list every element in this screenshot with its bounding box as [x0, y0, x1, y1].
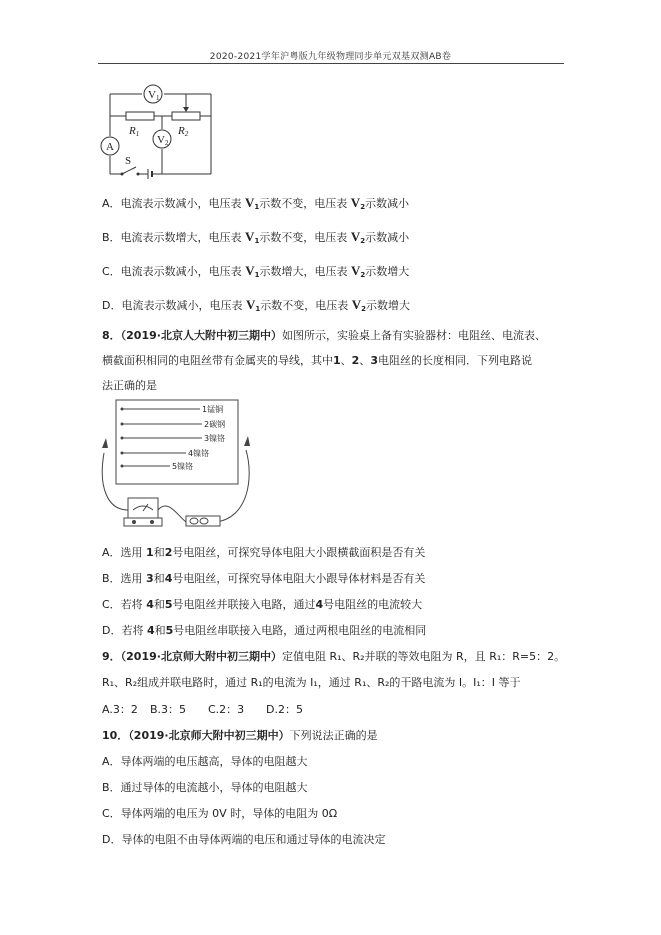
q8-option-d: D．若将 4和5号电阻丝串联接入电路，通过两根电阻丝的电流相同 [102, 624, 427, 637]
r1-label: R [129, 125, 136, 137]
q8-option-b: B．选用 3和4号电阻丝，可探究导体电阻大小跟导体材料是否有关 [102, 572, 426, 585]
q8-option-a: A．选用 1和2号电阻丝，可探究导体电阻大小跟横截面积是否有关 [102, 546, 426, 559]
r2-label: R [178, 125, 185, 137]
q10-option-b: B．通过导体的电流越小，导体的电阻越大 [102, 781, 308, 794]
q10-stem: 10．（2019·北京师大附中初三期中）下列说法正确的是 [102, 729, 378, 742]
wire-2-label: 2碳钢 [204, 420, 226, 429]
q7-option-c: C．电流表示数减小，电压表 V1示数增大，电压表 V2示数增大 [102, 263, 410, 279]
q8-stem-line1: 8．（2019·北京人大附中初三期中）如图所示，实验桌上备有实验器材：电阻丝、电流表、 [102, 329, 546, 342]
header-divider [98, 63, 564, 64]
r1-sub: 1 [135, 130, 140, 138]
q7-option-d: D．电流表示数减小，电压表 V1示数不变，电压表 V2示数增大 [102, 297, 410, 313]
ammeter-label: A [106, 141, 114, 153]
q10-option-c: C．导体两端的电压为 0V 时，导体的电阻为 0Ω [102, 807, 338, 820]
q7-option-b: B．电流表示数增大，电压表 V1示数不变，电压表 V2示数减小 [102, 229, 410, 245]
r2-sub: 2 [184, 130, 189, 138]
q9-option-d: D.2：5 [266, 703, 303, 716]
q8-stem-line2: 横截面积相同的电阻丝带有金属夹的导线，其中1、2、3电阻丝的长度相同．下列电路说 [102, 354, 532, 367]
circuit-diagram [98, 84, 218, 182]
v1-label: V [148, 89, 156, 101]
q10-option-a: A．导体两端的电压越高，导体的电阻越大 [102, 755, 308, 768]
svg-text:R1 [128, 125, 139, 138]
wire-5-label: 5镍铬 [172, 462, 194, 471]
v2-label: V [157, 134, 165, 146]
q8-option-c: C．若将 4和5号电阻丝并联接入电路，通过4号电阻丝的电流较大 [102, 598, 423, 611]
switch-label: S [125, 155, 132, 167]
wire-3-label: 3镍铬 [204, 434, 226, 443]
q10-option-d: D．导体的电阻不由导体两端的电压和通过导体的电流决定 [102, 833, 386, 846]
page-header: 2020-2021学年沪粤版九年级物理同步单元双基双测AB卷 [209, 52, 452, 62]
wire-1-label: 1锰铜 [202, 405, 224, 414]
q9-option-b: B.3：5 [150, 703, 187, 716]
q9-option-c: C.2：3 [208, 703, 245, 716]
resistance-wire-board-figure [98, 398, 258, 532]
v2-sub: 2 [164, 139, 169, 147]
v1-sub: 1 [155, 94, 160, 102]
wire-4-label: 4镍铬 [188, 449, 210, 458]
svg-text:R2 [177, 125, 189, 138]
q7-option-a: A．电流表示数减小，电压表 V1示数不变，电压表 V2示数减小 [102, 195, 410, 211]
q8-stem-line3: 法正确的是 [102, 379, 157, 392]
q9-options [102, 703, 303, 717]
q9-stem-line2: R₁、R₂组成并联电路时，通过 R₁的电流为 I₁，通过 R₁、R₂的干路电流为 I。I₁：I 等于 [102, 676, 521, 689]
q9-option-a: A.3：2 [102, 703, 138, 716]
q9-stem-line1: 9．（2019·北京师大附中初三期中）定值电阻 R₁、R₂并联的等效电阻为 R，且 R₁：R=5：2。 [102, 650, 566, 663]
